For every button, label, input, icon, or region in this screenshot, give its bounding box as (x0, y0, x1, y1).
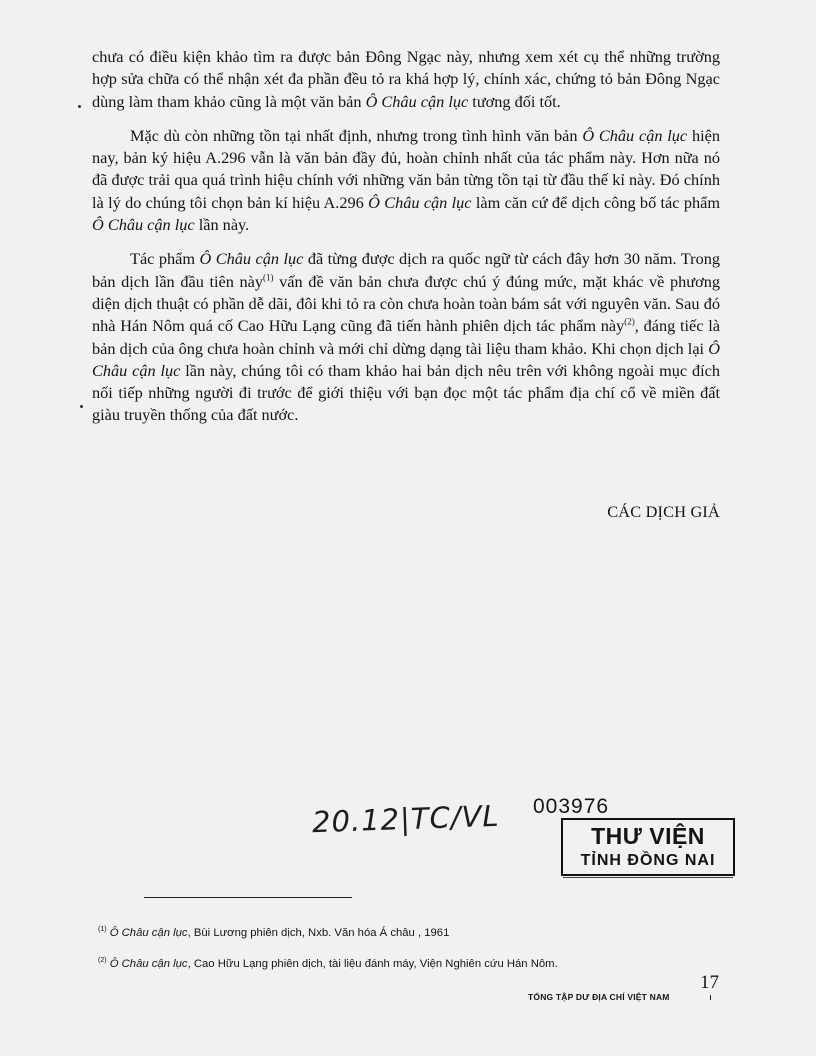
book-title: Ô Châu cận lục (199, 249, 304, 269)
book-title: Ô Châu cận lục (92, 215, 195, 235)
book-title: Ô Châu cận lục (92, 338, 720, 380)
book-title: Ô Châu cận lục (582, 125, 688, 145)
footnote-ref-1: (1) (263, 272, 274, 283)
footnote-ref-2: (2) (624, 316, 635, 327)
footnote-1: $^{(1)}$ Ô Châu cận lục, Bùi Lương phiên dịch, Nxb. Văn hóa Á châu , 1961 (98, 926, 450, 939)
paragraph-2: Mặc dù còn những tồn tại nhất định, nhưng trong tình hình văn bản Ô Châu cận lục hiện nay, bản ký hiệu A.296 vẫn là văn bản đầy đủ, hoàn chỉnh nhất của tác phẩm này. Hơn nữa nó đã được trải qua quá trình hiệu chính với những văn bản từng tồn tại từ đầu thế kỉ này. Đó chính là lý do chúng tôi chọn bản kí hiệu A.296 Ô Châu cận lục làm căn cứ để dịch công bố tác phẩm Ô Châu cận lục lần này. (92, 125, 721, 235)
book-title: Ô Châu cận lục (365, 91, 469, 111)
handwritten-note: 20.12|TC/VL (311, 798, 501, 840)
page-number: 17 (700, 972, 719, 993)
stamp-line-1: THƯ VIỆN (591, 823, 705, 849)
book-title: Ô Châu cận lục (368, 192, 472, 212)
body-text (92, 46, 720, 439)
margin-mark (80, 405, 83, 408)
stamp-line-2: TỈNH ĐỒNG NAI (580, 852, 716, 869)
library-stamp (561, 818, 735, 876)
stamp-underline (563, 877, 733, 878)
footnote-separator (144, 897, 352, 898)
footnotes (98, 916, 658, 978)
margin-mark (78, 105, 81, 108)
page-tick-mark (710, 995, 711, 1000)
paragraph-3: Tác phẩm Ô Châu cận lục đã từng được dịch ra quốc ngữ từ cách đây hơn 30 năm. Trong bản dịch lần đầu tiên này$^{(1)}$ vấn đề văn bản chưa được chú ý đúng mức, mặt khác về phương diện dịch thuật có phần dễ dãi, đôi khi tỏ ra còn chưa hoàn toàn bám sát với nguyên văn. Sau đó nhà Hán Nôm quá cố Cao Hữu Lạng cũng đã tiến hành phiên dịch tác phẩm này$^{(2)}$, đáng tiếc là bản dịch của ông chưa hoàn chỉnh và mới chỉ dừng dạng tài liệu tham khảo. Khi chọn dịch lại Ô Châu cận lục lần này, chúng tôi có tham khảo hai bản dịch nêu trên với không ngoài mục đích nối tiếp những người đi trước để giới thiệu với bạn đọc một tác phẩm địa chí cổ về miền đất giàu truyền thống của đất nước. (92, 249, 720, 425)
paragraph-1: chưa có điều kiện khảo tìm ra được bản Đông Ngạc này, nhưng xem xét cụ thể những trường hợp sửa chữa có thể nhận xét đa phần đều tỏ ra khá hợp lý, chính xác, chứng tỏ bản Đông Ngạc dùng làm tham khảo cũng là một văn bản Ô Châu cận lục tương đối tốt. (92, 47, 720, 111)
signature: CÁC DỊCH GIẢ (607, 502, 720, 521)
library-accession-number: 003976 (533, 795, 610, 818)
footnote-2: $^{(2)}$ Ô Châu cận lục, Cao Hữu Lạng phiên dịch, tài liệu đánh máy, Viện Nghiên cứu Hán Nôm. (98, 956, 558, 970)
series-title: TỔNG TẬP DƯ ĐỊA CHÍ VIỆT NAM (528, 992, 670, 1002)
